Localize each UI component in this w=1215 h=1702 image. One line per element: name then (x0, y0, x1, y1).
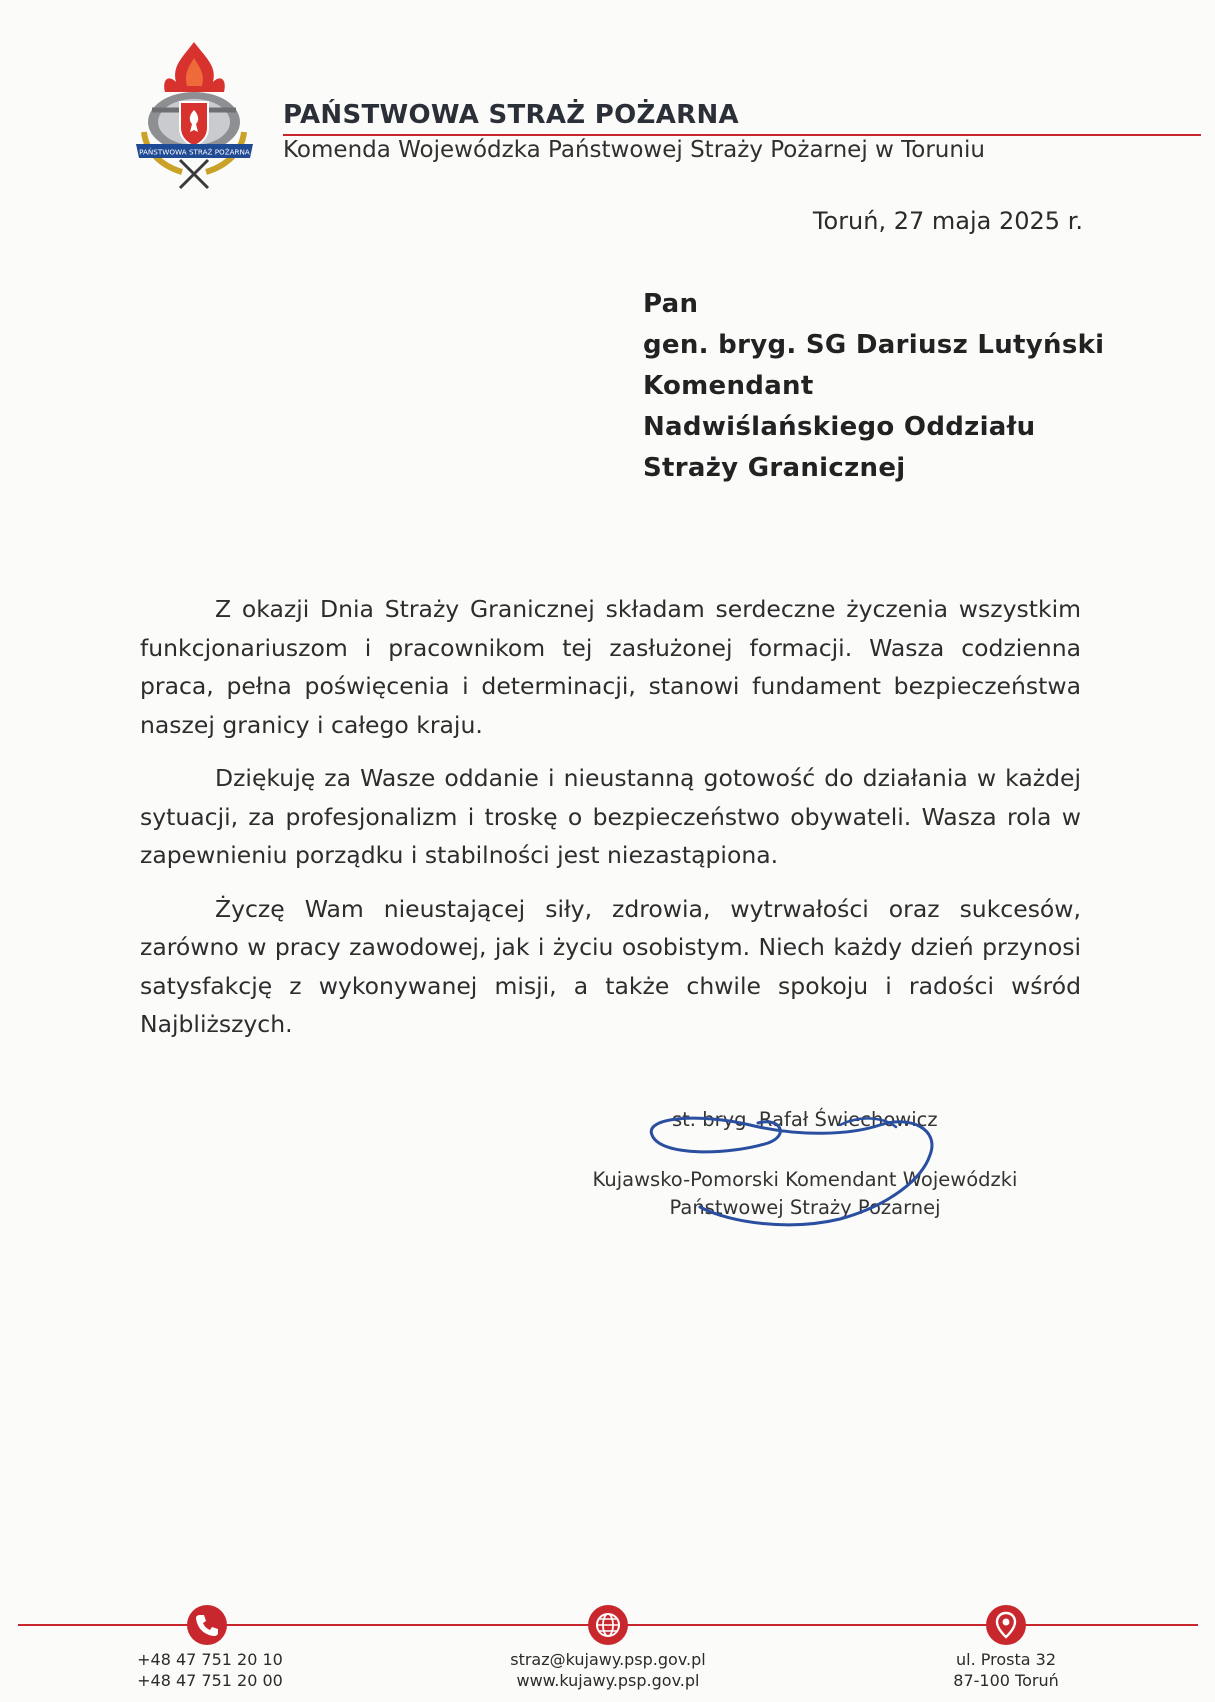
globe-icon (587, 1604, 629, 1646)
phone-number: +48 47 751 20 10 (137, 1650, 283, 1669)
addressee-unit: Nadwiślańskiego Oddziału (643, 412, 1036, 442)
phone-icon (186, 1604, 228, 1646)
addressee-salutation: Pan (643, 289, 699, 319)
phone-number: +48 47 751 20 00 (137, 1671, 283, 1690)
handwritten-signature (640, 1095, 950, 1235)
street-address: ul. Prosta 32 (956, 1650, 1056, 1669)
fire-service-emblem-logo (132, 40, 257, 190)
addressee-name: gen. bryg. SG Dariusz Lutyński (643, 330, 1105, 360)
signatory-title-line: Państwowej Straży Pożarnej (669, 1196, 941, 1219)
organization-unit: Komenda Wojewódzka Państwowej Straży Pożarnej w Toruniu (283, 137, 985, 163)
header-divider (283, 134, 1201, 136)
body-paragraph: Dziękuję za Wasze oddanie i nieustanną gotowość do działania w każdej sytuacji, za profesjonalizm i troskę o bezpieczeństwo obywateli. Wasza rola w zapewnieniu porządku i stabilności jest niezastąpiona. (140, 764, 1081, 869)
logo-banner-text: PAŃSTWOWA STRAŻ POŻARNA (139, 147, 250, 157)
organization-name: PAŃSTWOWA STRAŻ POŻARNA (283, 100, 739, 130)
addressee-position: Komendant (643, 371, 814, 401)
letter-body (140, 590, 1081, 1059)
email-address: straz@kujawy.psp.gov.pl (510, 1650, 706, 1669)
body-paragraph: Z okazji Dnia Straży Granicznej składam serdeczne życzenia wszystkim funkcjonariuszom i pracownikom tej zasłużonej formacji. Wasza codzienna praca, pełna poświęcenia i determinacji, stanowi fundament bezpieczeństwa naszej granicy i całego kraju. (140, 595, 1081, 739)
letter-date: Toruń, 27 maja 2025 r. (812, 207, 1083, 235)
footer-contact-web (508, 1649, 708, 1691)
addressee-formation: Straży Granicznej (643, 453, 906, 483)
body-paragraph: Życzę Wam nieustającej siły, zdrowia, wytrwałości oraz sukcesów, zarówno w pracy zawodowej, jak i życiu osobistym. Niech każdy dzień przynosi satysfakcję z wykonywanej misji, a także chwile spokoju i radości wśród Najbliższych. (140, 894, 1081, 1038)
signatory-name: st. bryg. Rafał Świechowicz (672, 1108, 938, 1131)
location-pin-icon (985, 1604, 1027, 1646)
website-address: www.kujawy.psp.gov.pl (516, 1671, 700, 1690)
signatory-title-line: Kujawsko-Pomorski Komendant Wojewódzki (592, 1168, 1018, 1191)
footer-address (936, 1649, 1076, 1691)
footer-phone-numbers (130, 1649, 290, 1691)
addressee-block (643, 284, 1104, 489)
city-address: 87-100 Toruń (953, 1671, 1059, 1690)
